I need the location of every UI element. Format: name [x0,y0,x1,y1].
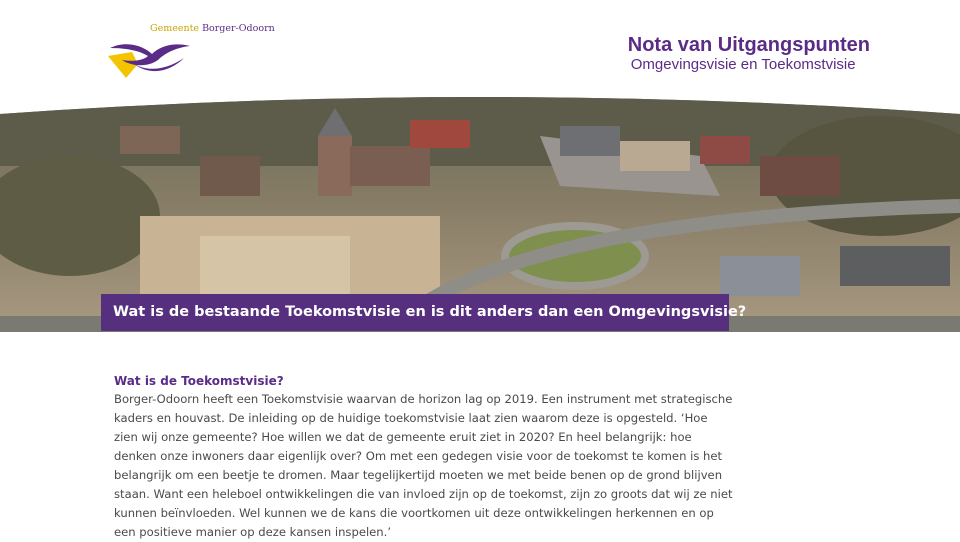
municipality-logo [104,22,275,82]
section-banner: Wat is de bestaande Toekomstvisie en is dit anders dan een Omgevingsvisie? [101,294,729,331]
main-content [114,373,734,542]
section-body-text: Borger-Odoorn heeft een Toekomstvisie waarvan de horizon lag op 2019. Een instrument met strategische kaders en houvast. De inleiding op de huidige toekomstvisie laat zien waarom deze is opgesteld. ‘Hoe zien wij onze gemeente? Hoe willen we dat de gemeente eruit ziet in 2020? En heel belangrijk: hoe denken onze inwoners daar eigenlijk over? Om met een gedegen visie voor de toekomst te komen is het belangrijk om een beetje te dromen. Maar tegelijkertijd moeten we met beide benen op de grond blijven staan. Want een heleboel ontwikkelingen die van invloed zijn op de toekomst, zijn zo groots dat wij ze niet kunnen beïnvloeden. Wel kunnen we de kans die voortkomen uit deze ontwikkelingen herkennen en op een positieve manier op deze kansen inspelen.’ [114,392,733,539]
logo-prefix: Gemeente [150,23,200,34]
logo-swoosh-icon [104,38,194,80]
logo-wordmark [150,23,275,34]
logo-name: Borger-Odoorn [202,23,275,34]
document-subtitle: Omgevingsvisie en Toekomstvisie [630,56,856,73]
document-title: Nota van Uitgangspunten [627,34,870,56]
document-title-block [628,34,870,74]
section-heading: Wat is de Toekomstvisie? [114,374,284,388]
